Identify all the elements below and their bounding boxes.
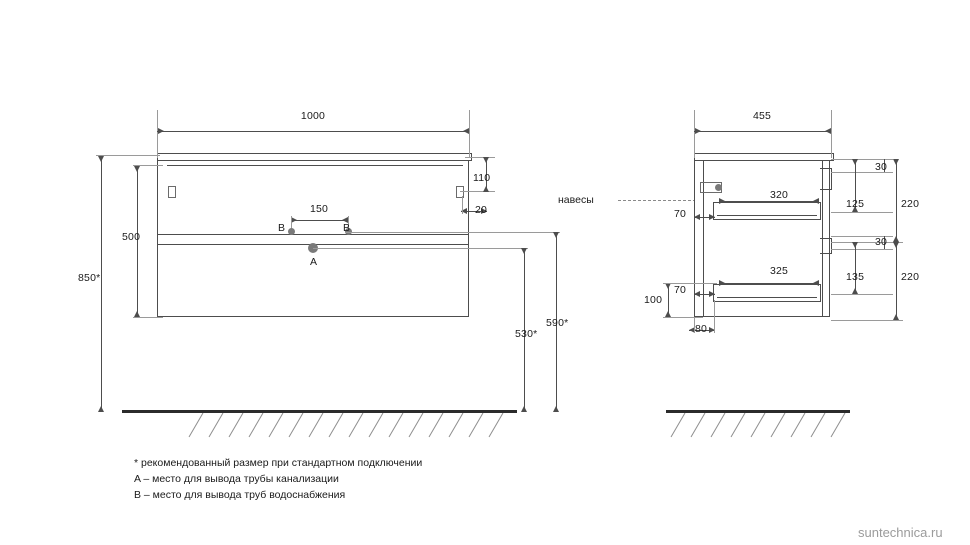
front-ext-850-top (96, 155, 160, 156)
side-dim-125-text: 125 (846, 198, 865, 210)
side-ext-100-top (663, 283, 717, 284)
side-ext-30b-bottom (831, 249, 893, 250)
side-dim-455-arrow-right (825, 128, 831, 134)
watermark: suntechnica.ru (858, 525, 943, 540)
front-dim-width-arrow-left (158, 128, 164, 134)
side-ext-135-bottom (831, 294, 893, 295)
side-ext-80-left (694, 317, 695, 333)
front-dim-150-text: 150 (309, 203, 329, 215)
side-dim-70a-arrow-left (694, 214, 700, 220)
front-dim-850-arrow-top (98, 156, 104, 162)
front-dim-width-arrow-right (463, 128, 469, 134)
side-dim-135-line (855, 242, 856, 294)
front-dim-width-text: 1000 (300, 110, 326, 122)
side-dim-135-arrow-top (852, 242, 858, 248)
side-dim-325-arrow-left (719, 280, 725, 286)
side-dim-325-text: 325 (769, 265, 789, 277)
front-dim-530-arrow-bottom (521, 406, 527, 412)
side-dim-455-text: 455 (752, 110, 772, 122)
front-floor-hatching (177, 413, 517, 439)
front-dim-20-text: 20 (475, 204, 488, 216)
front-dim-530-text: 530* (515, 328, 538, 340)
side-dim-220b-text: 220 (901, 271, 920, 283)
front-water-label-right: B (343, 222, 351, 234)
side-lower-drawer-inner (717, 297, 817, 298)
front-dim-850-line (101, 155, 102, 412)
front-countertop-underline (167, 165, 463, 166)
side-floor-hatching (665, 413, 855, 439)
side-lower-drawer (713, 284, 821, 302)
front-ext-500-top (133, 165, 163, 166)
side-dim-325-arrow-right (813, 280, 819, 286)
front-dim-150-line (291, 220, 348, 221)
side-dim-220a-line (896, 159, 897, 242)
front-dim-110-arrow-bottom (483, 186, 489, 192)
side-dim-220b-arrow-top (893, 242, 899, 248)
front-dim-110-arrow-top (483, 157, 489, 163)
side-ext-80-right (714, 300, 715, 333)
side-dim-320-line (719, 201, 819, 202)
front-drawer-split-top (157, 234, 469, 235)
side-dim-100-text: 100 (644, 294, 663, 306)
front-handle-left (168, 186, 176, 198)
side-dim-325-line (719, 283, 819, 284)
side-dim-70a-text: 70 (674, 208, 687, 220)
side-dim-125-arrow-top (852, 159, 858, 165)
side-dim-220b-line (896, 242, 897, 320)
front-dim-110-text: 110 (473, 172, 491, 184)
front-water-label-left: B (278, 222, 286, 234)
front-dim-850-text: 850* (78, 272, 101, 284)
side-dim-70b-arrow-left (694, 291, 700, 297)
front-water-point-left (288, 228, 295, 235)
note-line-1: * рекомендованный размер при стандартном подключении (134, 457, 423, 469)
side-ext-125-bottom (831, 212, 893, 213)
front-dim-500-arrow-top (134, 166, 140, 172)
side-ext-right-top (831, 110, 832, 158)
side-dim-220a-arrow-top (893, 159, 899, 165)
side-dim-320-arrow-right (813, 198, 819, 204)
side-dim-70b-arrow-right (709, 291, 715, 297)
front-cabinet-body (157, 160, 469, 317)
side-ext-220b-bottom (831, 320, 903, 321)
side-ext-100-bottom (663, 317, 703, 318)
note-line-2: A – место для вывода трубы канализации (134, 473, 339, 485)
side-dim-455-line (694, 131, 831, 132)
side-dim-135-text: 135 (846, 271, 865, 283)
front-ext-left-top (157, 110, 158, 158)
front-dim-590-text: 590* (546, 317, 569, 329)
side-connection-point (715, 184, 722, 191)
side-upper-drawer (713, 202, 821, 220)
note-line-3: B – место для вывода труб водоснабжения (134, 489, 346, 501)
side-dim-70b-text: 70 (674, 284, 687, 296)
front-dim-530-arrow-top (521, 248, 527, 254)
side-dim-320-text: 320 (769, 189, 789, 201)
side-ext-left-top (694, 110, 695, 158)
front-ext-590-line (345, 232, 560, 233)
hangers-label: навесы (558, 194, 594, 206)
front-ext-right-top (469, 110, 470, 158)
front-countertop (157, 153, 472, 161)
front-dim-width-line (157, 131, 469, 132)
front-ext-20-right (462, 196, 463, 214)
front-dim-590-arrow-top (553, 232, 559, 238)
side-dim-30b-text: 30 (875, 236, 888, 248)
side-upper-drawer-inner (717, 215, 817, 216)
side-dim-455-arrow-left (695, 128, 701, 134)
side-dim-30a-text: 30 (875, 161, 888, 173)
side-lower-hanger-bracket (820, 238, 832, 254)
side-dim-70a-arrow-right (709, 214, 715, 220)
side-dim-220a-text: 220 (901, 198, 920, 210)
front-ext-110-bottom (460, 191, 495, 192)
front-drain-label: A (310, 256, 318, 268)
front-ext-110-top (465, 157, 495, 158)
front-ext-530-line (313, 248, 528, 249)
front-dim-850-arrow-bottom (98, 406, 104, 412)
side-dim-320-arrow-left (719, 198, 725, 204)
side-dim-80-text: 80 (695, 323, 708, 335)
front-dim-500-text: 500 (122, 231, 141, 243)
side-countertop (694, 153, 834, 161)
front-ext-500-bottom (133, 317, 163, 318)
front-dim-590-arrow-bottom (553, 406, 559, 412)
hangers-leader-line (618, 200, 696, 201)
